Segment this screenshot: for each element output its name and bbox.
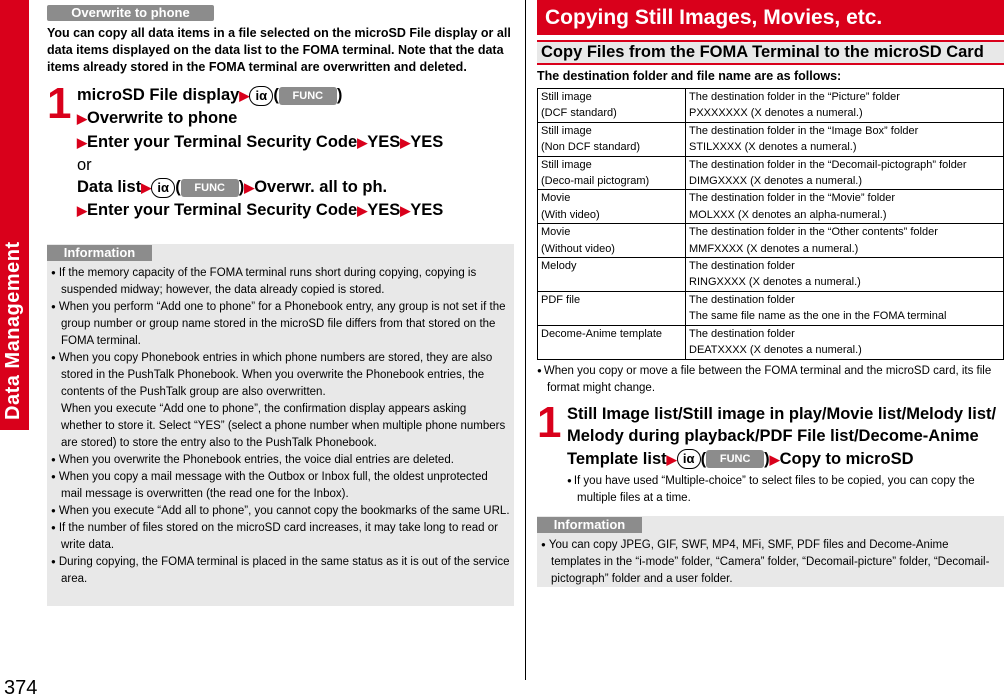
format-note: ● When you copy or move a file between the FOMA terminal and the microSD card, its file format might change. (537, 363, 1004, 397)
list-item: ● When you copy a mail message with the Outbox or Inbox full, the oldest unprotected mail message is overwritten (the read one for the Inbox). (49, 469, 510, 503)
step-note: ● If you have used “Multiple-choice” to select files to be copied, you can copy the multiple files at a time. (567, 473, 1004, 507)
information-label: Information (537, 517, 642, 533)
arrow-icon: ▶ (666, 451, 677, 467)
destination-intro: The destination folder and file name are as follows: (537, 69, 842, 83)
step-text: Overwr. all to ph. (254, 178, 388, 197)
step-text: YES (410, 132, 444, 151)
destination-cell: The destination folder in the “Picture” folder PXXXXXXX (X denotes a numeral.) (686, 89, 1004, 123)
table-row (538, 122, 1004, 156)
step-text: YES (367, 132, 401, 151)
step-text: Still Image list/Still image in play/Movie list/Melody list/ Melody during playback/PDF File list/Decome-Anime Template list (567, 404, 997, 468)
or-text: or (77, 155, 92, 174)
list-item: ● When you perform “Add one to phone” for a Phonebook entry, any group is not set if the group number or group name stored in the microSD file differs from that stored on the FOMA terminal. (49, 299, 510, 350)
column-divider (525, 0, 526, 680)
list-item: ● When you copy Phonebook entries in which phone numbers are stored, they are also stored in the PushTalk Phonebook. When you overwrite the Phonebook entries, the contents of the PushTalk group are also overwritten. When you execute “Add one to phone”, the confirmation display appears asking whether to store it. Select “YES” (select a phone number when multiple phone numbers are stored) to store the entry also to the PushTalk Phonebook. (49, 350, 510, 452)
table-row (538, 89, 1004, 123)
step-text: YES (367, 201, 401, 220)
section-banner: Copying Still Images, Movies, etc. (537, 0, 1004, 35)
list-item: ● If the number of files stored on the microSD card increases, it may take long to read or write data. (49, 520, 510, 554)
information-list (47, 262, 514, 588)
destination-cell: The destination folder in the “Movie” folder MOLXXX (X denotes an alpha-numeral.) (686, 190, 1004, 224)
destination-cell: The destination folder in the “Other contents” folder MMFXXXX (X denotes a numeral.) (686, 224, 1004, 258)
step-number: 1 (537, 397, 562, 447)
arrow-icon: ▶ (357, 134, 368, 150)
destination-cell: The destination folder DEATXXXX (X denotes a numeral.) (686, 325, 1004, 359)
arrow-icon: ▶ (400, 134, 411, 150)
table-row (538, 190, 1004, 224)
arrow-icon: ▶ (357, 203, 368, 219)
i-appli-key-icon: iα (151, 178, 175, 198)
step-text: Enter your Terminal Security Code (87, 201, 358, 220)
table-row (538, 291, 1004, 325)
procedure-step: 1 microSD File display▶ iα ( FUNC ) ▶Overwrite to phone ▶Enter your Terminal Security Code▶YES▶YES or Data list▶ iα ( FUNC )▶Overwr. all to ph. ▶Enter your Terminal Security Code▶YES▶YES (47, 84, 514, 223)
list-item: ● When you overwrite the Phonebook entries, the voice dial entries are deleted. (49, 452, 510, 469)
step-text: Data list (77, 178, 142, 197)
table-row (538, 325, 1004, 359)
list-item: ● When you execute “Add all to phone”, you cannot copy the bookmarks of the same URL. (49, 503, 510, 520)
file-type-cell: PDF file (538, 291, 686, 325)
list-item: ● During copying, the FOMA terminal is placed in the same status as it is out of the service area. (49, 554, 510, 588)
arrow-icon: ▶ (400, 203, 411, 219)
arrow-icon: ▶ (244, 180, 255, 196)
file-type-cell: Decome-Anime template (538, 325, 686, 359)
destination-table (537, 88, 1004, 360)
file-type-cell: Movie (Without video) (538, 224, 686, 258)
i-appli-key-icon: iα (677, 449, 701, 469)
information-label: Information (47, 245, 152, 261)
func-key-icon: FUNC (706, 450, 764, 468)
list-item: ● If the memory capacity of the FOMA terminal runs short during copying, copying is suspended midway; however, the data already copied is stored. (49, 265, 510, 299)
destination-cell: The destination folder in the “Decomail-pictograph” folder DIMGXXXX (X denotes a numeral.) (686, 156, 1004, 190)
arrow-icon: ▶ (769, 451, 780, 467)
step-text: Overwrite to phone (87, 109, 238, 128)
left-column (47, 4, 514, 223)
step-text: YES (410, 201, 444, 220)
subsection-banner: Copy Files from the FOMA Terminal to the microSD Card (537, 40, 1004, 65)
intro-text: You can copy all data items in a file selected on the microSD File display or all data items displayed on the data list to the FOMA terminal. Note that the data items already stored in the FOMA terminal are overwritten and deleted. (47, 26, 511, 74)
destination-cell: The destination folder The same file name as the one in the FOMA terminal (686, 291, 1004, 325)
arrow-icon: ▶ (77, 134, 87, 150)
file-type-cell: Still image (DCF standard) (538, 89, 686, 123)
right-column (537, 0, 1004, 507)
table-row (538, 224, 1004, 258)
func-key-icon: FUNC (279, 87, 337, 105)
information-box (47, 244, 514, 606)
func-key-icon: FUNC (181, 179, 239, 197)
information-list (537, 534, 1004, 588)
side-tab (0, 0, 29, 430)
step-number: 1 (47, 79, 72, 128)
file-type-cell: Still image (Deco-mail pictogram) (538, 156, 686, 190)
destination-cell: The destination folder in the “Image Box” folder STILXXXX (X denotes a numeral.) (686, 122, 1004, 156)
file-type-cell: Still image (Non DCF standard) (538, 122, 686, 156)
step-text: Copy to microSD (779, 449, 914, 468)
step-text: Enter your Terminal Security Code (87, 132, 358, 151)
file-type-cell: Movie (With video) (538, 190, 686, 224)
destination-cell: The destination folder RINGXXXX (X denotes a numeral.) (686, 258, 1004, 292)
side-tab-label: Data Management (2, 241, 24, 420)
file-type-cell: Melody (538, 258, 686, 292)
i-appli-key-icon: iα (249, 86, 273, 106)
step-text: microSD File display (77, 86, 240, 104)
arrow-icon: ▶ (77, 203, 87, 219)
arrow-icon: ▶ (239, 88, 250, 103)
list-item: ● You can copy JPEG, GIF, SWF, MP4, MFi, SMF, PDF files and Decome-Anime templates in the “i-mode” folder, “Camera” folder, “Decomail-picture” folder, “Decomail-pictograph” folder and a user folder. (539, 537, 1000, 588)
section-pill: Overwrite to phone (47, 5, 214, 21)
table-row (538, 258, 1004, 292)
table-row (538, 156, 1004, 190)
arrow-icon: ▶ (141, 180, 152, 196)
information-box (537, 516, 1004, 587)
procedure-step: 1 Still Image list/Still image in play/Movie list/Melody list/ Melody during playback/PDF File list/Decome-Anime Template list▶ iα ( FUNC )▶Copy to microSD ● If you have used “Multiple-choice” to select files to be copied, you can copy the multiple files at a time. (537, 403, 1004, 508)
arrow-icon: ▶ (77, 111, 87, 127)
page-number: 374 (4, 677, 38, 697)
